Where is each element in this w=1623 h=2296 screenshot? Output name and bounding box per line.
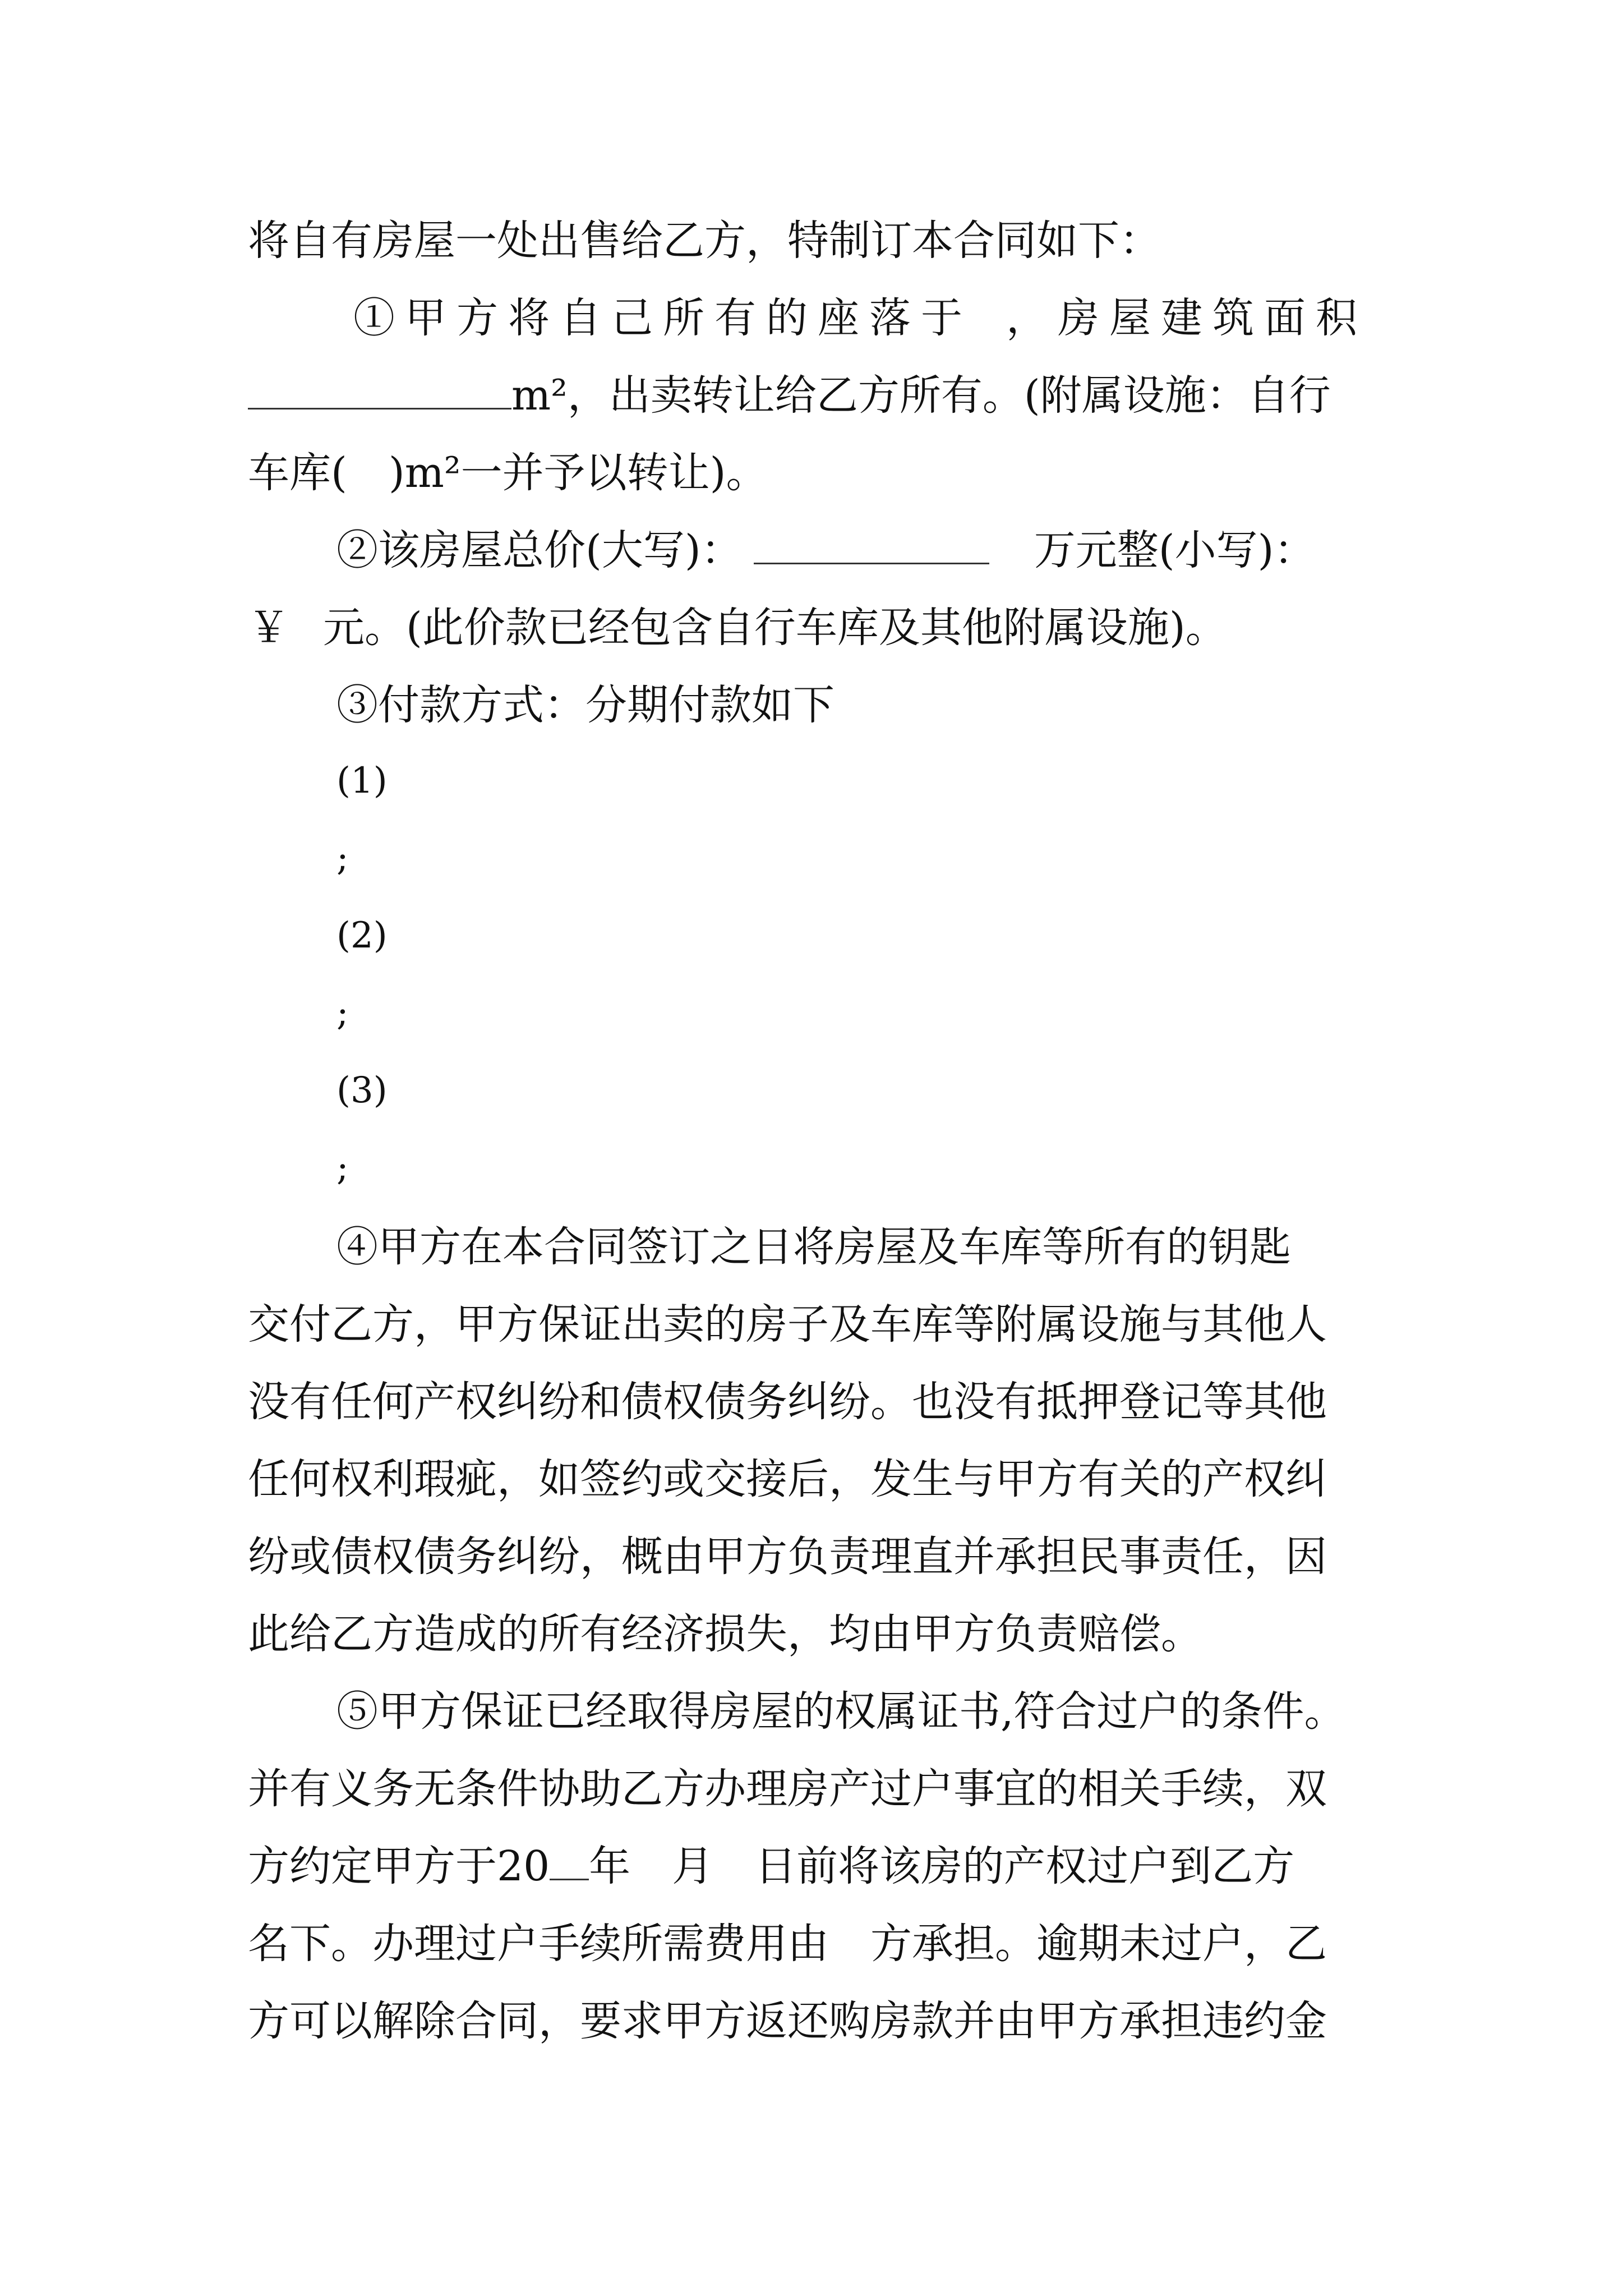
clause-5-line-4: 名下。办理过户手续所需费用由 方承担。逾期未过户，乙 [248, 1920, 1327, 1968]
installment-1-label: (1) [336, 760, 388, 802]
clause-1-text-b: ，房屋建筑面积 [1006, 294, 1367, 342]
clause-2-line-2 [248, 604, 1227, 652]
clause-4-line-3: 没有任何产权纠纷和债权债务纠纷。也没有抵押登记等其他 [248, 1378, 1327, 1426]
clause-5-line-2: 并有义务无条件协助乙方办理房产过户事宜的相关手续，双 [248, 1765, 1327, 1813]
price-uppercase-blank [754, 530, 989, 564]
clause-4-line-1: ④甲方在本合同签订之日将房屋及车库等所有的钥匙 [336, 1223, 1291, 1271]
clause-1-text-a: ①甲方将自己所有的座落于 [353, 294, 972, 342]
clause-5-text-a: 方约定甲方于20 [248, 1842, 550, 1890]
area-blank [248, 375, 511, 409]
clause-5-line-3 [248, 1842, 1295, 1890]
clause-4-line-2: 交付乙方，甲方保证出卖的房子及车库等附属设施与其他人 [248, 1300, 1327, 1349]
clause-5-text-b: 年 月 日前将该房的产权过户到乙方 [589, 1842, 1295, 1890]
clause-1-text-c: m²，出卖转让给乙方所有。(附属设施：自行 [511, 371, 1331, 420]
clause-4-line-5: 纷或债权债务纠纷，概由甲方负责理直并承担民事责任，因 [248, 1533, 1327, 1581]
clause-2-text-a: ②该房屋总价(大写)： [336, 526, 743, 574]
installment-3-end: ; [336, 1147, 349, 1189]
clause-1-line-1 [353, 294, 1367, 342]
clause-4-line-6: 此给乙方造成的所有经济损失，均由甲方负责赔偿。 [248, 1610, 1202, 1658]
clause-4-line-4: 任何权利瑕疵，如签约或交接后，发生与甲方有关的产权纠 [248, 1455, 1327, 1503]
clause-3-heading: ③付款方式：分期付款如下 [336, 681, 834, 729]
text-line-1: 将自有房屋一处出售给乙方，特制订本合同如下： [248, 217, 1161, 265]
clause-2-text-b: 万元整(小写)： [1034, 526, 1316, 574]
clause-2-line-1 [336, 526, 1316, 574]
yuan-symbol: ￥ [248, 604, 289, 652]
clause-1-line-3: 车库( )m²一并予以转让)。 [248, 449, 768, 497]
clause-5-line-1: ⑤甲方保证已经取得房屋的权属证书,符合过户的条件。 [336, 1687, 1346, 1736]
year-blank [550, 1848, 589, 1880]
installment-3-label: (3) [336, 1070, 388, 1111]
clause-5-line-5: 方可以解除合同，要求甲方返还购房款并由甲方承担违约金 [248, 1997, 1327, 2045]
installment-1-end: ; [336, 838, 349, 879]
clause-2-text-c: 元。(此价款已经包含自行车库及其他附属设施)。 [323, 604, 1227, 652]
installment-2-label: (2) [336, 915, 388, 956]
installment-2-end: ; [336, 992, 349, 1034]
clause-1-line-2 [248, 371, 1331, 420]
